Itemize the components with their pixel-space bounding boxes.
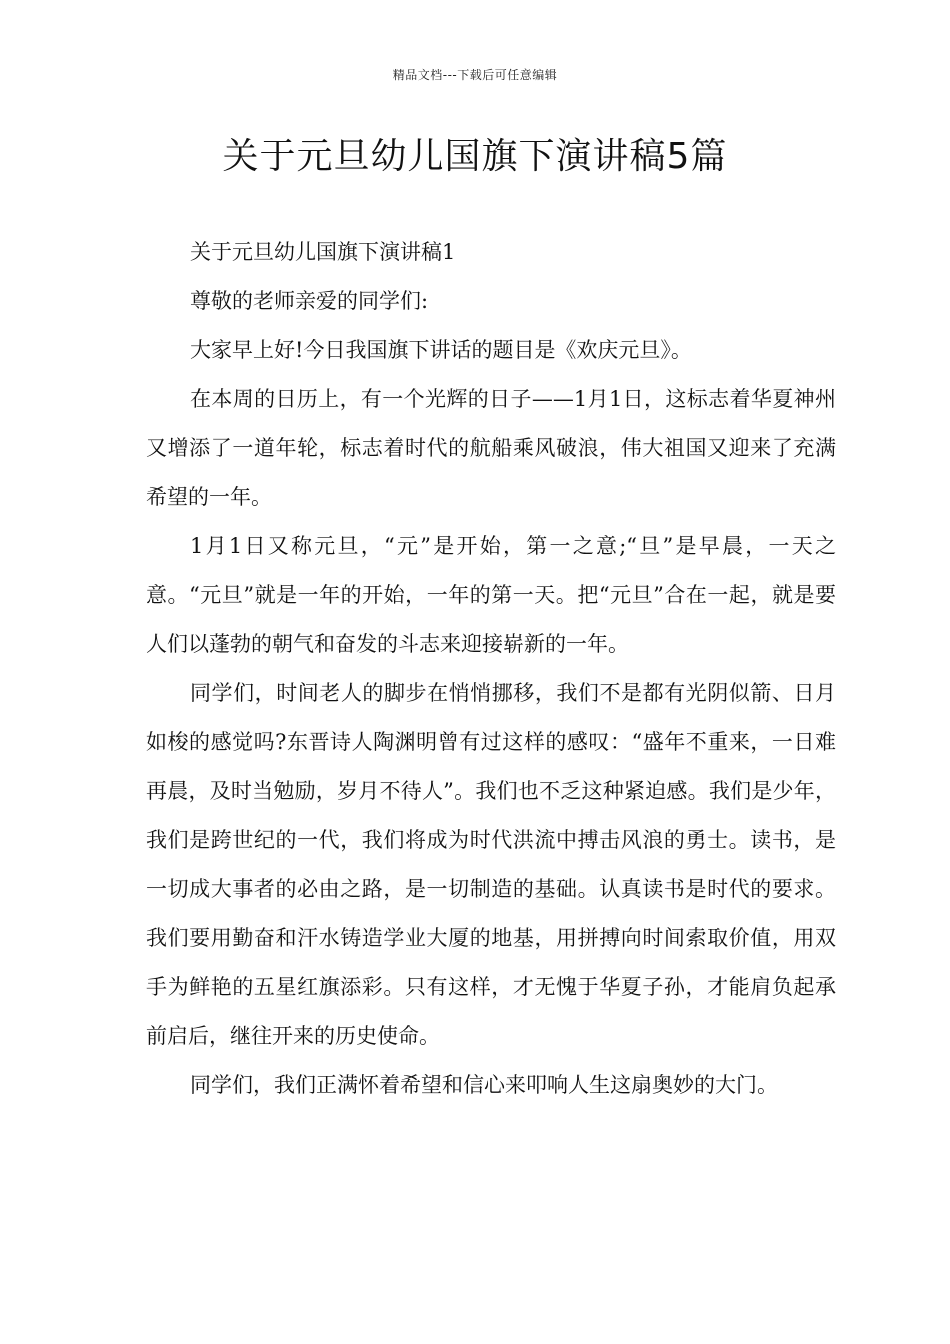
paragraph: 在本周的日历上，有一个光辉的日子——1月1日，这标志着华夏神州又增添了一道年轮，标志着时代的航船乘风破浪，伟大祖国又迎来了充满希望的一年。 xyxy=(146,387,836,509)
paragraph: 1月1日又称元旦，“元”是开始，第一之意;“旦”是早晨，一天之意。“元旦”就是一年的开始，一年的第一天。把“元旦”合在一起，就是要人们以蓬勃的朝气和奋发的斗志来迎接崭新的一年。 xyxy=(146,534,836,656)
document-body xyxy=(146,228,836,1110)
paragraph: 同学们，我们正满怀着希望和信心来叩响人生这扇奥妙的大门。 xyxy=(190,1073,778,1097)
header-note: 精品文档---下载后可任意编辑 xyxy=(392,68,558,82)
document-title: 关于元旦幼儿国旗下演讲稿5篇 xyxy=(222,136,728,177)
paragraph-speech-heading: 关于元旦幼儿国旗下演讲稿1 xyxy=(190,240,456,264)
paragraph-salutation: 尊敬的老师亲爱的同学们: xyxy=(190,289,429,313)
paragraph-greeting: 大家早上好!今日我国旗下讲话的题目是《欢庆元旦》。 xyxy=(190,338,692,362)
paragraph: 同学们，时间老人的脚步在悄悄挪移，我们不是都有光阴似箭、日月如梭的感觉吗?东晋诗人陶渊明曾有过这样的感叹：“盛年不重来，一日难再晨，及时当勉励，岁月不待人”。我们也不乏这种紧迫感。我们是少年，我们是跨世纪的一代，我们将成为时代洪流中搏击风浪的勇士。读书，是一切成大事者的必由之路，是一切制造的基础。认真读书是时代的要求。我们要用勤奋和汗水铸造学业大厦的地基，用拼搏向时间索取价值，用双手为鲜艳的五星红旗添彩。只有这样，才无愧于华夏子孙，才能肩负起承前启后，继往开来的历史使命。 xyxy=(146,681,836,1048)
